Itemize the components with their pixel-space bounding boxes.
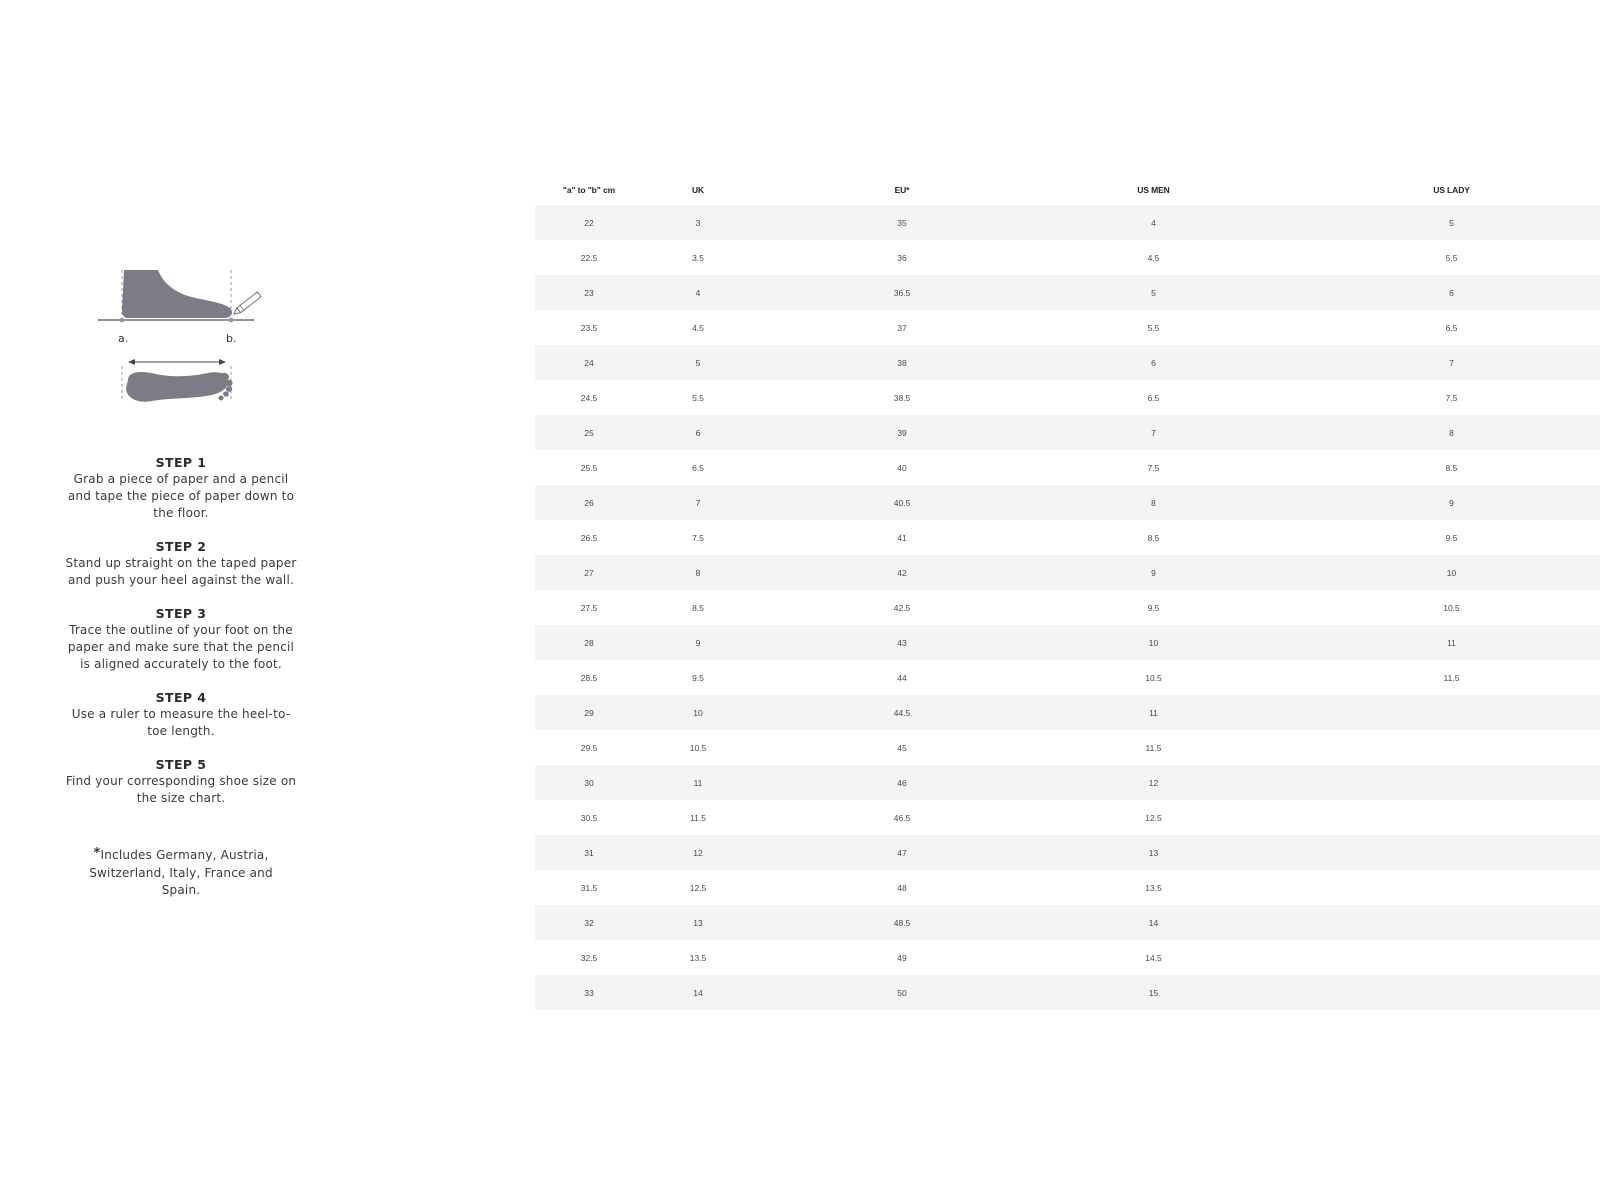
table-row <box>535 940 1600 975</box>
measuring-instructions-panel <box>56 270 306 900</box>
cell-uk: 12 <box>643 835 753 870</box>
column-header-us-men: US MEN <box>1137 185 1170 195</box>
cell-cm: 31.5 <box>535 870 643 905</box>
cell-eu: 40 <box>753 450 1051 485</box>
step-text: Use a ruler to measure the heel-to-toe length. <box>71 707 291 738</box>
cell-us-lady <box>1256 730 1600 765</box>
cell-uk: 11.5 <box>643 800 753 835</box>
cell-cm: 29.5 <box>535 730 643 765</box>
step-title: STEP 1 <box>155 455 207 470</box>
cell-eu: 40.5 <box>753 485 1051 520</box>
cell-cm: 32.5 <box>535 940 643 975</box>
cell-cm: 32 <box>535 905 643 940</box>
point-b-label: b. <box>226 332 237 345</box>
column-header-uk: UK <box>691 185 705 195</box>
cell-us-men: 5.5 <box>1051 310 1256 345</box>
table-row <box>535 975 1600 1010</box>
cell-us-men: 10 <box>1051 625 1256 660</box>
cell-us-men: 9 <box>1051 555 1256 590</box>
cell-us-men: 5 <box>1051 275 1256 310</box>
table-row <box>535 485 1600 520</box>
cell-uk: 5.5 <box>643 380 753 415</box>
table-row <box>535 520 1600 555</box>
table-row <box>535 905 1600 940</box>
cell-us-lady: 6 <box>1256 275 1600 310</box>
cell-uk: 6 <box>643 415 753 450</box>
cell-us-men: 13 <box>1051 835 1256 870</box>
cell-us-lady <box>1256 800 1600 835</box>
cell-us-lady: 5 <box>1256 205 1600 240</box>
table-row <box>535 730 1600 765</box>
column-header-eu: EU* <box>894 185 910 195</box>
cell-uk: 13 <box>643 905 753 940</box>
cell-us-men: 4.5 <box>1051 240 1256 275</box>
size-chart-table <box>535 175 1600 1010</box>
table-header-row <box>535 175 1600 205</box>
cell-us-men: 7.5 <box>1051 450 1256 485</box>
cell-us-lady <box>1256 695 1600 730</box>
steps-list <box>56 454 306 807</box>
cell-uk: 10 <box>643 695 753 730</box>
cell-us-men: 8 <box>1051 485 1256 520</box>
foot-side-view-icon <box>122 270 232 318</box>
step-title: STEP 2 <box>155 539 207 554</box>
cell-us-men: 12.5 <box>1051 800 1256 835</box>
table-row <box>535 380 1600 415</box>
cell-cm: 29 <box>535 695 643 730</box>
footnote-text: Includes Germany, Austria, Switzerland, Italy, France and Spain. <box>89 848 273 897</box>
footnote-asterisk: * <box>93 846 101 861</box>
cell-cm: 30.5 <box>535 800 643 835</box>
cell-cm: 27.5 <box>535 590 643 625</box>
cell-eu: 36 <box>753 240 1051 275</box>
table-row <box>535 240 1600 275</box>
cell-us-lady: 6.5 <box>1256 310 1600 345</box>
cell-us-men: 11 <box>1051 695 1256 730</box>
cell-eu: 38.5 <box>753 380 1051 415</box>
step-text: Grab a piece of paper and a pencil and tape the piece of paper down to the floor. <box>67 472 295 520</box>
cell-cm: 26.5 <box>535 520 643 555</box>
cell-cm: 22.5 <box>535 240 643 275</box>
step-2 <box>56 538 306 589</box>
cell-eu: 41 <box>753 520 1051 555</box>
cell-eu: 35 <box>753 205 1051 240</box>
step-text: Stand up straight on the taped paper and push your heel against the wall. <box>65 556 297 587</box>
cell-us-men: 14.5 <box>1051 940 1256 975</box>
cell-eu: 44.5 <box>753 695 1051 730</box>
cell-us-lady: 9 <box>1256 485 1600 520</box>
step-3 <box>56 605 306 673</box>
table-row <box>535 205 1600 240</box>
table-row <box>535 870 1600 905</box>
cell-eu: 36.5 <box>753 275 1051 310</box>
table-row <box>535 625 1600 660</box>
size-chart-body <box>535 205 1600 1010</box>
cell-us-men: 11.5 <box>1051 730 1256 765</box>
cell-eu: 42.5 <box>753 590 1051 625</box>
cell-cm: 30 <box>535 765 643 800</box>
cell-cm: 28.5 <box>535 660 643 695</box>
cell-cm: 23.5 <box>535 310 643 345</box>
cell-uk: 4 <box>643 275 753 310</box>
cell-eu: 43 <box>753 625 1051 660</box>
table-row <box>535 415 1600 450</box>
cell-us-men: 8.5 <box>1051 520 1256 555</box>
cell-us-lady <box>1256 870 1600 905</box>
cell-uk: 9.5 <box>643 660 753 695</box>
cell-uk: 11 <box>643 765 753 800</box>
cell-eu: 46.5 <box>753 800 1051 835</box>
cell-cm: 28 <box>535 625 643 660</box>
step-1 <box>56 454 306 522</box>
cell-uk: 7 <box>643 485 753 520</box>
cell-eu: 50 <box>753 975 1051 1010</box>
cell-cm: 22 <box>535 205 643 240</box>
column-header-us-lady: US LADY <box>1433 185 1470 195</box>
cell-cm: 26 <box>535 485 643 520</box>
cell-eu: 38 <box>753 345 1051 380</box>
cell-eu: 46 <box>753 765 1051 800</box>
cell-eu: 49 <box>753 940 1051 975</box>
cell-us-lady <box>1256 765 1600 800</box>
cell-us-men: 15 <box>1051 975 1256 1010</box>
cell-us-lady: 10.5 <box>1256 590 1600 625</box>
cell-us-lady: 7 <box>1256 345 1600 380</box>
cell-us-men: 12 <box>1051 765 1256 800</box>
cell-uk: 13.5 <box>643 940 753 975</box>
cell-uk: 3 <box>643 205 753 240</box>
cell-eu: 39 <box>753 415 1051 450</box>
table-row <box>535 800 1600 835</box>
cell-us-lady: 5.5 <box>1256 240 1600 275</box>
cell-uk: 3.5 <box>643 240 753 275</box>
step-5 <box>56 756 306 807</box>
foot-top-view-icon <box>126 372 233 402</box>
cell-us-lady <box>1256 835 1600 870</box>
step-title: STEP 5 <box>155 757 207 772</box>
cell-us-men: 4 <box>1051 205 1256 240</box>
table-row <box>535 555 1600 590</box>
table-row <box>535 345 1600 380</box>
step-text: Trace the outline of your foot on the paper and make sure that the pencil is aligned accurately to the foot. <box>67 623 295 671</box>
column-header-cm: "a" to "b" cm <box>562 185 616 195</box>
cell-cm: 23 <box>535 275 643 310</box>
cell-cm: 24 <box>535 345 643 380</box>
table-row <box>535 765 1600 800</box>
cell-us-lady <box>1256 940 1600 975</box>
cell-eu: 45 <box>753 730 1051 765</box>
size-chart <box>535 175 1600 1010</box>
cell-eu: 42 <box>753 555 1051 590</box>
table-row <box>535 450 1600 485</box>
cell-cm: 33 <box>535 975 643 1010</box>
table-row <box>535 275 1600 310</box>
cell-uk: 4.5 <box>643 310 753 345</box>
cell-us-lady <box>1256 975 1600 1010</box>
measurement-arrow-icon <box>128 359 226 365</box>
cell-us-men: 14 <box>1051 905 1256 940</box>
cell-us-lady: 10 <box>1256 555 1600 590</box>
cell-cm: 25.5 <box>535 450 643 485</box>
cell-uk: 8.5 <box>643 590 753 625</box>
cell-us-lady: 11.5 <box>1256 660 1600 695</box>
cell-us-lady: 8.5 <box>1256 450 1600 485</box>
cell-us-men: 9.5 <box>1051 590 1256 625</box>
table-row <box>535 310 1600 345</box>
eu-footnote <box>56 845 306 900</box>
table-row <box>535 590 1600 625</box>
cell-uk: 10.5 <box>643 730 753 765</box>
cell-us-men: 10.5 <box>1051 660 1256 695</box>
cell-us-men: 6.5 <box>1051 380 1256 415</box>
table-row <box>535 660 1600 695</box>
cell-cm: 31 <box>535 835 643 870</box>
cell-eu: 37 <box>753 310 1051 345</box>
cell-uk: 7.5 <box>643 520 753 555</box>
cell-cm: 25 <box>535 415 643 450</box>
pencil-icon <box>232 292 261 316</box>
cell-us-lady: 8 <box>1256 415 1600 450</box>
cell-eu: 48.5 <box>753 905 1051 940</box>
cell-us-lady <box>1256 905 1600 940</box>
cell-eu: 48 <box>753 870 1051 905</box>
cell-eu: 44 <box>753 660 1051 695</box>
cell-uk: 5 <box>643 345 753 380</box>
step-title: STEP 3 <box>155 606 207 621</box>
cell-cm: 27 <box>535 555 643 590</box>
cell-us-men: 7 <box>1051 415 1256 450</box>
cell-us-lady: 7.5 <box>1256 380 1600 415</box>
step-4 <box>56 689 306 740</box>
cell-eu: 47 <box>753 835 1051 870</box>
cell-uk: 8 <box>643 555 753 590</box>
cell-uk: 14 <box>643 975 753 1010</box>
step-title: STEP 4 <box>155 690 207 705</box>
cell-us-lady: 9.5 <box>1256 520 1600 555</box>
step-text: Find your corresponding shoe size on the size chart. <box>65 774 297 805</box>
cell-uk: 6.5 <box>643 450 753 485</box>
table-row <box>535 835 1600 870</box>
point-b-marker <box>229 318 234 323</box>
cell-us-men: 6 <box>1051 345 1256 380</box>
cell-uk: 9 <box>643 625 753 660</box>
cell-cm: 24.5 <box>535 380 643 415</box>
cell-us-men: 13.5 <box>1051 870 1256 905</box>
foot-measurement-illustration <box>56 270 306 428</box>
cell-us-lady: 11 <box>1256 625 1600 660</box>
cell-uk: 12.5 <box>643 870 753 905</box>
table-row <box>535 695 1600 730</box>
point-a-label: a. <box>118 332 129 345</box>
point-a-marker <box>120 318 125 323</box>
